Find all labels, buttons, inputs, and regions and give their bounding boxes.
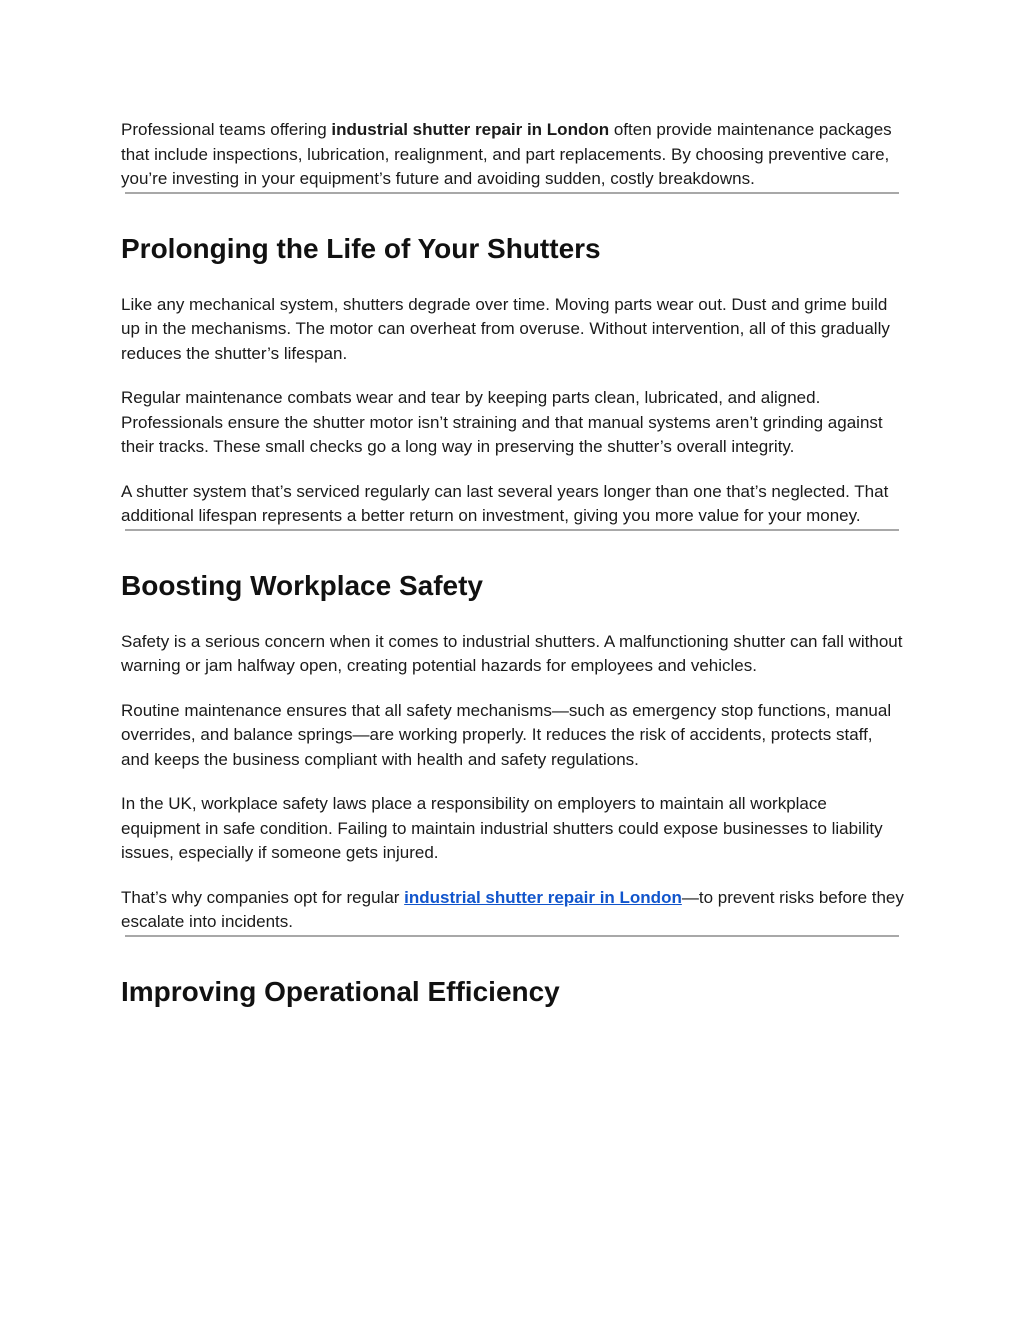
intro-text-before: Professional teams offering xyxy=(121,120,332,139)
paragraph: Routine maintenance ensures that all safety mechanisms—such as emergency stop functions, manual overrides, and balance springs—are working properly. It reduces the risk of accidents, protects staff, and keeps the business compliant with health and safety regulations. xyxy=(121,700,892,769)
intro-bold-keyword: industrial shutter repair in London xyxy=(331,120,610,139)
section-divider xyxy=(125,192,899,194)
section-body-prolonging-life xyxy=(121,293,905,529)
paragraph: Safety is a serious concern when it comes to industrial shutters. A malfunctioning shutter can fall without warning or jam halfway open, creating potential hazards for employees and vehicles. xyxy=(121,631,903,675)
intro-paragraph xyxy=(121,118,905,192)
paragraph: Like any mechanical system, shutters degrade over time. Moving parts wear out. Dust and grime build up in the mechanisms. The motor can overheat from overuse. Without intervention, all of this gradually reduces the shutter’s lifespan. xyxy=(121,294,890,363)
paragraph: A shutter system that’s serviced regularly can last several years longer than one that’s neglected. That additional lifespan represents a better return on investment, giving you more value for your money. xyxy=(121,481,889,525)
section-heading-operational-efficiency: Improving Operational Efficiency xyxy=(121,975,560,1007)
intro-text-after: often provide maintenance packages that include inspections, lubrication, realignment, and part replacements. By choosing preventive care, you’re investing in your equipment’s future and avoiding sudden, costly breakdowns. xyxy=(121,120,892,188)
paragraph: Regular maintenance combats wear and tear by keeping parts clean, lubricated, and aligned. Professionals ensure the shutter motor isn’t straining and that manual systems aren’t grinding against their tracks. These small checks go a long way in preserving the shutter’s overall integrity. xyxy=(121,388,883,456)
section-divider xyxy=(125,935,899,937)
section-heading-prolonging-life: Prolonging the Life of Your Shutters xyxy=(121,232,601,264)
section-heading-workplace-safety: Boosting Workplace Safety xyxy=(121,569,484,601)
section-divider xyxy=(125,529,899,531)
paragraph: In the UK, workplace safety laws place a responsibility on employers to maintain all workplace equipment in safe condition. Failing to maintain industrial shutters could expose businesses to liability issues, especially if someone gets injured. xyxy=(121,794,883,862)
shutter-repair-london-link[interactable]: industrial shutter repair in London xyxy=(404,887,682,907)
link-paragraph-text-after: —to prevent risks before they escalate into incidents. xyxy=(121,887,904,931)
section-body-workplace-safety xyxy=(121,630,905,935)
link-paragraph-text-before: That’s why companies opt for regular xyxy=(121,887,405,907)
document-page xyxy=(121,118,905,1009)
link-paragraph xyxy=(121,886,905,935)
